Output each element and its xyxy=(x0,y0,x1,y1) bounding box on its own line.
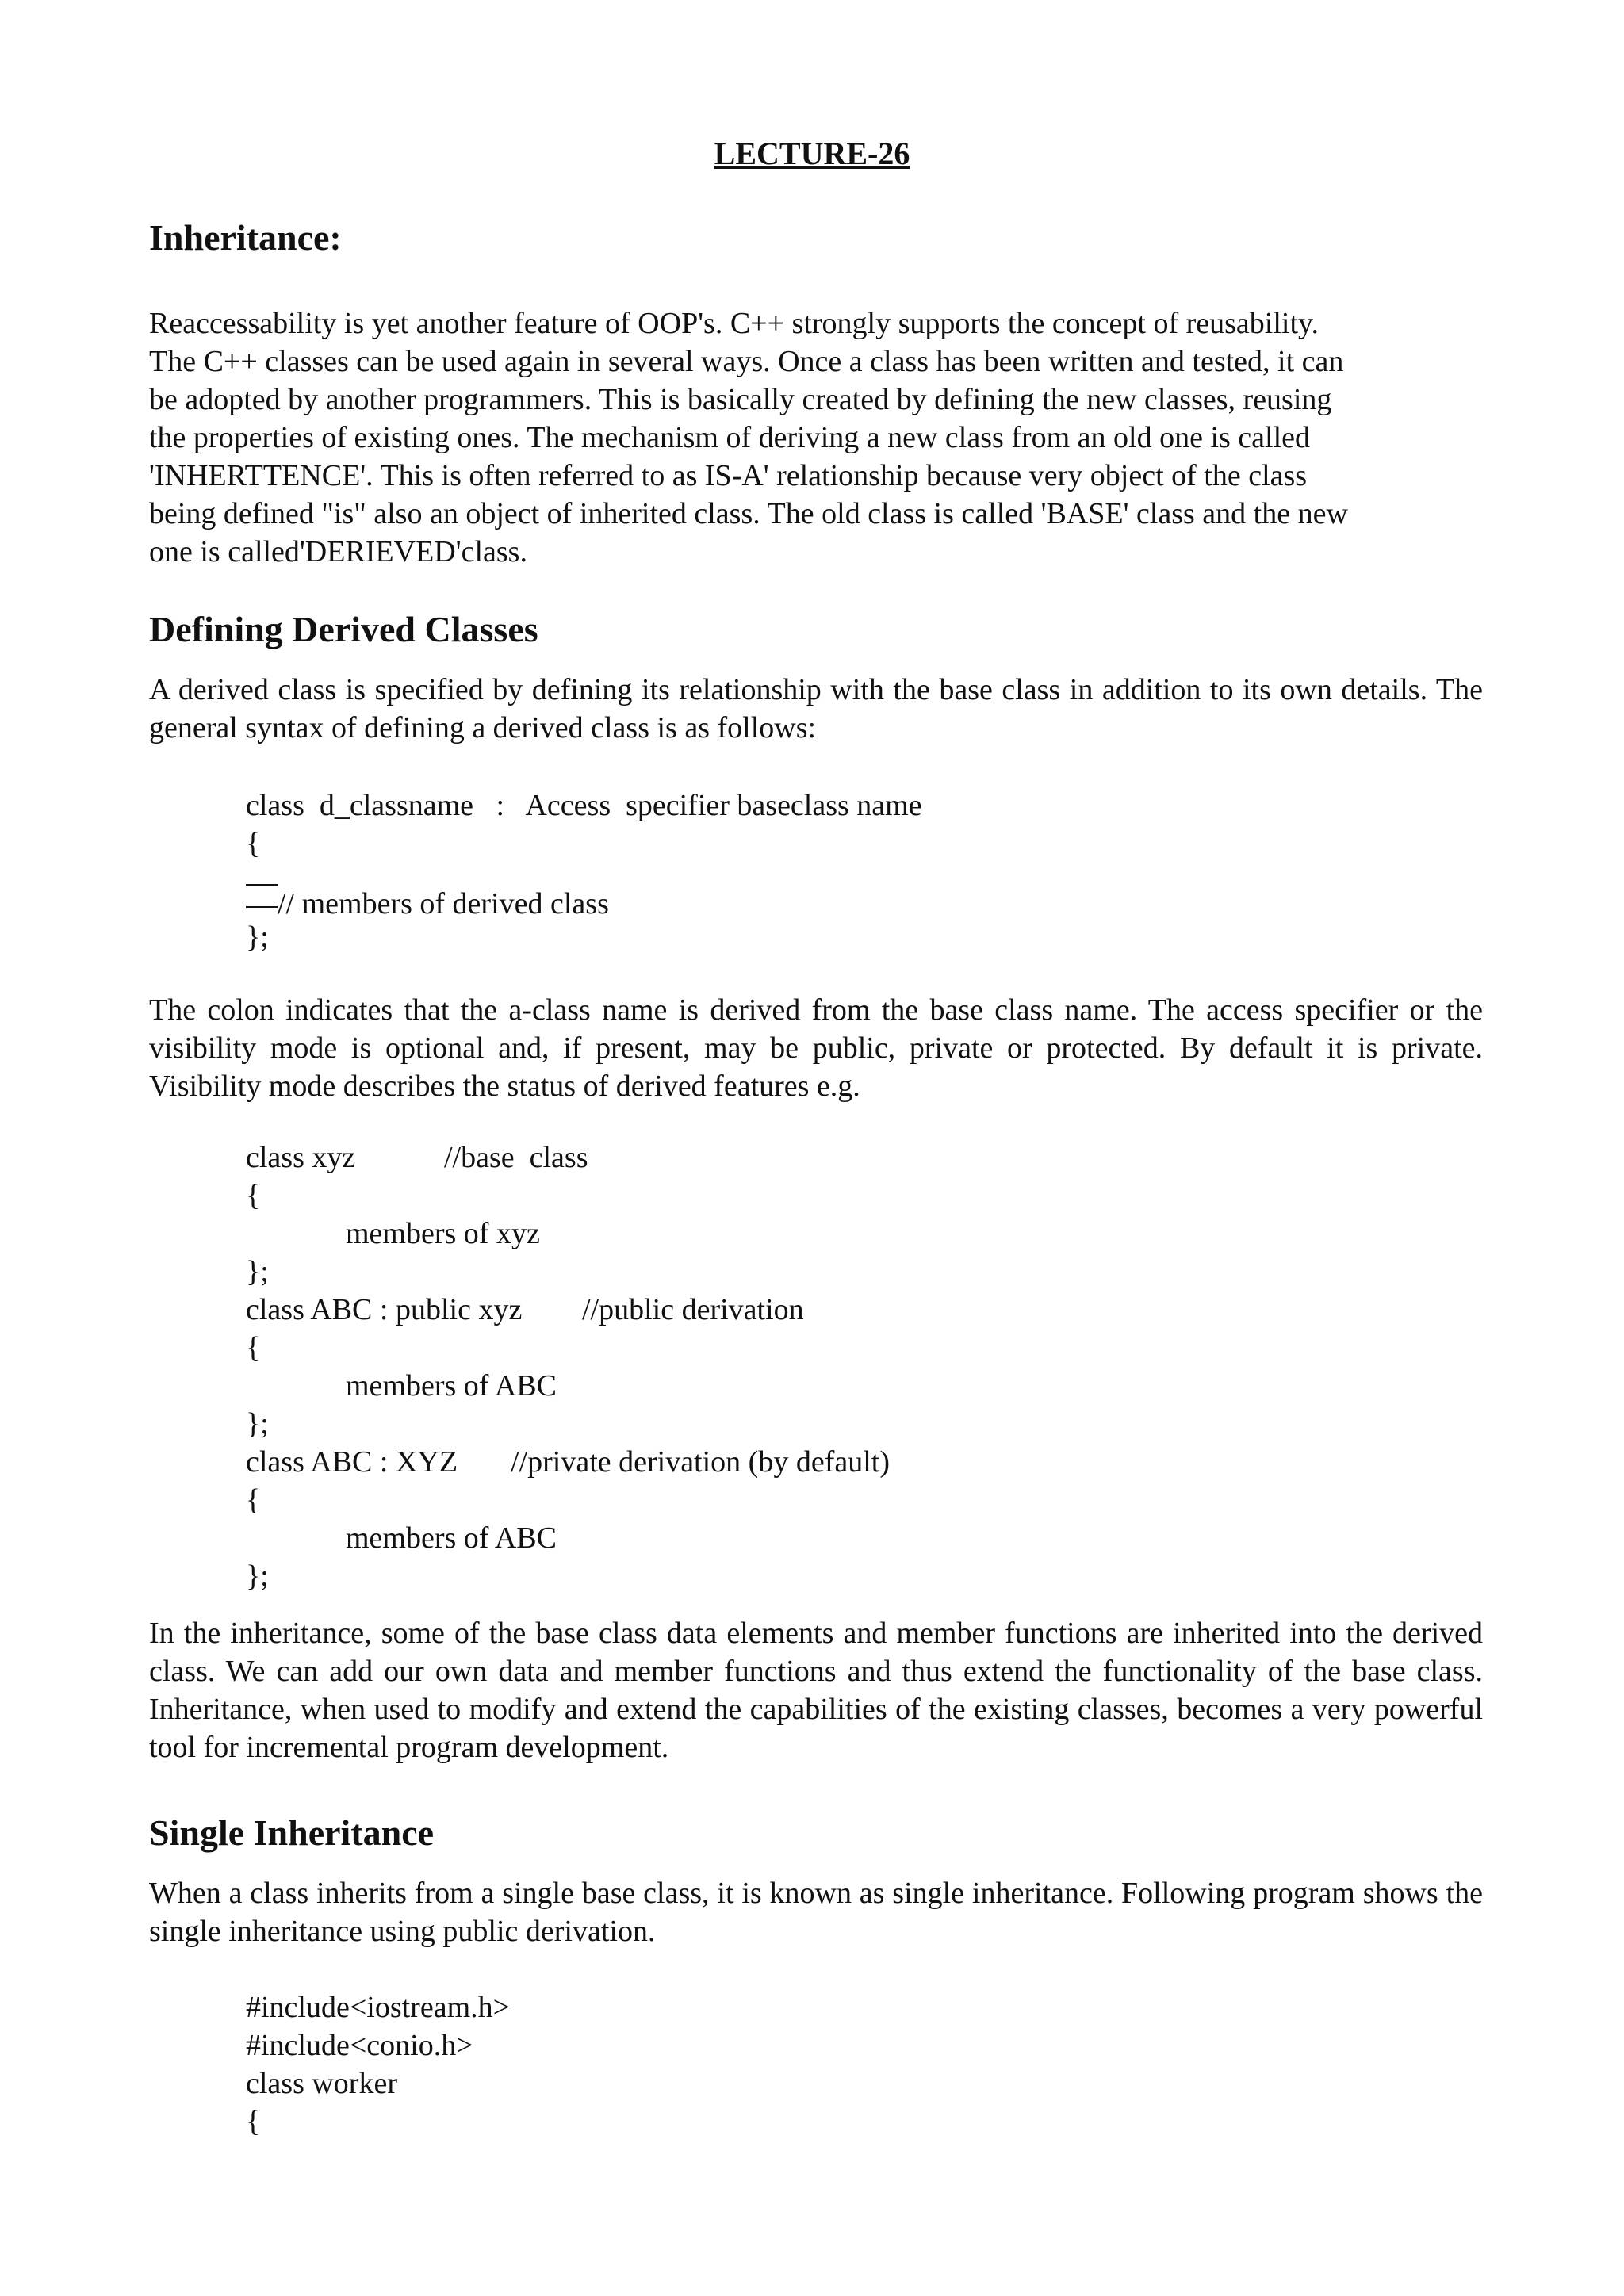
code-line: }; xyxy=(246,920,269,954)
code-line xyxy=(246,1291,890,1329)
text-line: The C++ classes can be used again in several ways. Once a class has been written and tested, it can xyxy=(149,345,1344,378)
example-block xyxy=(246,1138,890,1595)
text-line: one is called'DERIEVED'class. xyxy=(149,535,527,568)
paragraph-single-intro: When a class inherits from a single base class, it is known as single inheritance. Following program shows the single inheritance using public derivation. xyxy=(149,1877,1483,1948)
code-line: #include<conio.h> xyxy=(246,2029,473,2062)
code-line: class worker xyxy=(246,2067,397,2100)
code-line: members of ABC xyxy=(346,1369,557,1402)
code-line: }; xyxy=(246,1407,269,1441)
paragraph-inheritance-closing: In the inheritance, some of the base class data elements and member functions are inherited into the derived class. We can add our own data and member functions and thus extend the functionality of the base class. Inheritance, when used to modify and extend the capabilities of the existing classes, becomes a very powerful tool for incremental program development. xyxy=(149,1617,1483,1764)
code-line xyxy=(246,1138,890,1177)
code-line xyxy=(246,885,922,923)
program-block xyxy=(246,1988,510,2141)
code-line: members of ABC xyxy=(346,1521,557,1555)
code-line: #include<iostream.h> xyxy=(246,1991,511,2024)
code-line: { xyxy=(246,2105,261,2138)
heading-inheritance: Inheritance: xyxy=(149,217,342,258)
text-line: Reaccessability is yet another feature of OOP's. C++ strongly supports the concept of reusability. xyxy=(149,307,1320,340)
code-line: { xyxy=(246,1179,261,1212)
paragraph-inheritance xyxy=(149,304,1483,571)
lecture-title: LECTURE-26 xyxy=(714,136,910,171)
code-comment: //public derivation xyxy=(582,1293,804,1326)
code-comment: //base class xyxy=(444,1141,588,1174)
code-text: class ABC : public xyz xyxy=(246,1293,523,1326)
code-line: }; xyxy=(246,1559,269,1593)
code-line xyxy=(246,1443,890,1481)
text-line: being defined "is" also an object of inherited class. The old class is called 'BASE' class and the new xyxy=(149,497,1348,530)
code-line: { xyxy=(246,1331,261,1364)
code-text: class ABC : XYZ xyxy=(246,1445,458,1479)
text-line: the properties of existing ones. The mechanism of deriving a new class from an old one is called xyxy=(149,421,1311,454)
underline-blank xyxy=(246,905,278,908)
text-line: be adopted by another programmers. This is basically created by defining the new classes, reusing xyxy=(149,383,1332,416)
code-comment: // members of derived class xyxy=(278,887,609,920)
paragraph-colon-explanation: The colon indicates that the a-class name is derived from the base class name. The access specifier or the visibility mode is optional and, if present, may be public, private or protected. By default it is private. Visibility mode describes the status of derived features e.g. xyxy=(149,993,1483,1103)
code-comment: //private derivation (by default) xyxy=(511,1445,890,1479)
text-line: 'INHERTTENCE'. This is often referred to as IS-A' relationship because very object of the class xyxy=(149,459,1308,492)
heading-defining-derived-classes: Defining Derived Classes xyxy=(149,609,538,649)
code-line: { xyxy=(246,827,261,860)
code-line: members of xyz xyxy=(346,1217,540,1250)
code-text: class xyz xyxy=(246,1141,356,1174)
code-line: { xyxy=(246,1483,261,1517)
code-line: }; xyxy=(246,1255,269,1288)
syntax-block xyxy=(246,786,922,956)
heading-single-inheritance: Single Inheritance xyxy=(149,1812,435,1853)
code-line: class d_classname : Access specifier baseclass name xyxy=(246,789,922,822)
paragraph-defining-intro: A derived class is specified by defining its relationship with the base class in addition to its own details. The general syntax of defining a derived class is as follows: xyxy=(149,673,1483,744)
